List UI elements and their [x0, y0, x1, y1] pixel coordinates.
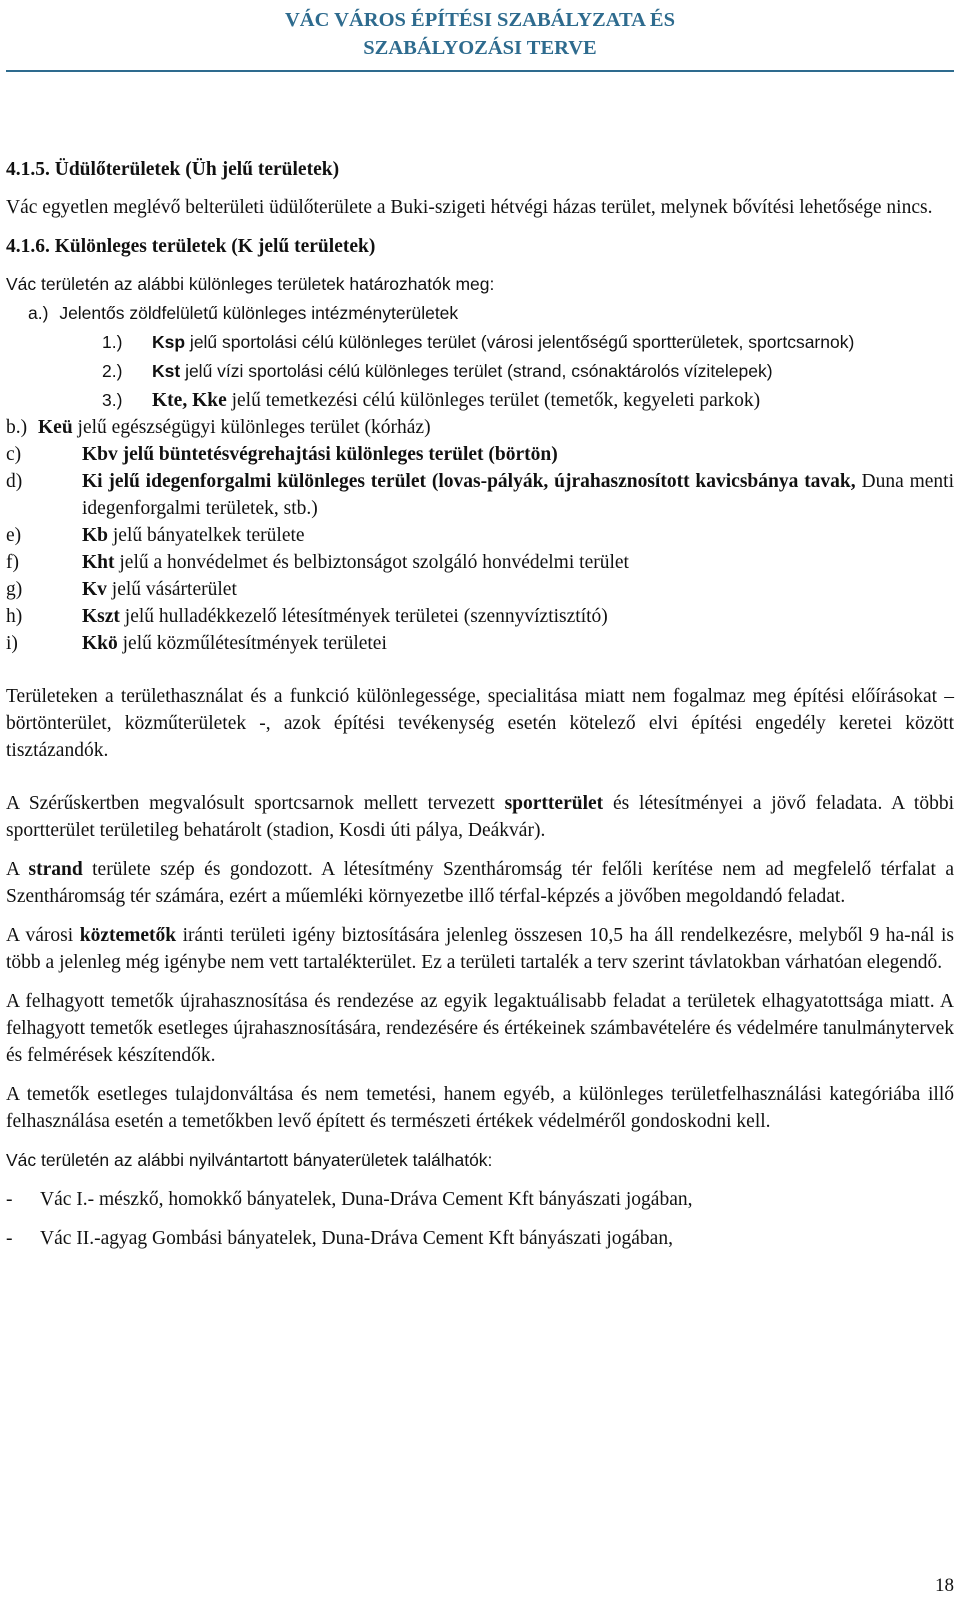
list-item-a [6, 300, 954, 327]
list-label: g) [6, 579, 23, 600]
paragraph-text: A Szérűskertben megvalósult sportcsarnok mellett tervezett [6, 793, 505, 814]
list-text-bold: Ki jelű idegenforgalmi különleges terület (lovas-pályák, újrahasznosított kavicsbánya tavak, [82, 471, 856, 492]
list-label: i) [6, 633, 18, 654]
paragraph-emphasis: köztemetők [79, 925, 177, 946]
paragraph-cemetery-ownership: A temetők esetleges tulajdonváltása és nem temetési, hanem egyéb, a különleges területfelhasználási kategóriába illő felhasználása esetén a temetőkben levő épített és természeti értékek védelméről gondoskodni kell. [6, 1084, 954, 1132]
paragraph-emphasis: sportterület [504, 793, 604, 814]
zone-code: Kb [82, 525, 109, 546]
list-item-c [6, 441, 954, 468]
zone-code: Kte, Kke [152, 390, 227, 411]
list-text: Jelentős zöldfelületű különleges intézményterületek [59, 303, 459, 323]
sub-number: 1.) [102, 332, 123, 352]
list-text: jelű egészségügyi különleges terület (kórház) [72, 417, 431, 438]
bullet-dash: - [6, 1189, 13, 1210]
section-heading-415: 4.1.5. Üdülőterületek (Üh jelű területek) [6, 159, 340, 180]
paragraph-cemeteries [6, 922, 954, 976]
zone-code: Kv [82, 579, 107, 600]
list-text: jelű hulladékkezelő létesítmények területei (szennyvíztisztító) [119, 606, 608, 627]
zone-code: Kht [82, 552, 115, 573]
paragraph-restrictions: Területeken a területhasználat és a funkció különlegessége, specialitása miatt nem fogalmaz meg építési előírásokat – börtönterület, közműterületek -, azok építési tevékenység esetén kötelező elvi építési engedély keretei között tisztázandók. [6, 686, 954, 761]
list-label: e) [6, 525, 22, 546]
page-content [6, 156, 954, 1264]
quarry-text: Vác II.-agyag Gombási bányatelek, Duna-Dráva Cement Kft bányászati jogában, [40, 1228, 673, 1249]
header-divider [6, 70, 954, 72]
sub-text: jelű temetkezési célú különleges terület (temetők, kegyeleti parkok) [226, 390, 761, 411]
list-item-d [6, 468, 954, 522]
header-title-line-2: SZABÁLYOZÁSI TERVE [363, 37, 597, 59]
list-label: f) [6, 552, 19, 573]
list-item-i [6, 630, 954, 657]
list-text: jelű bányatelkek területe [108, 525, 305, 546]
paragraph-text: iránti területi igény biztosítására jelenleg összesen 10,5 ha áll rendelkezésre, melyből 9 ha-nál is több a jelenleg még igénybe nem vett tartalékterület. Ez a területi tartalék a terv szerint távlatokban várhatóan elegendő. [6, 925, 954, 973]
sub-item-2 [6, 358, 954, 385]
list-item-b [6, 414, 954, 441]
sub-number: 3.) [102, 390, 123, 410]
sub-item-3 [6, 387, 954, 414]
list-item-h [6, 603, 954, 630]
sub-number: 2.) [102, 361, 123, 381]
list-item-e [6, 522, 954, 549]
paragraph-quarries-intro: Vác területén az alábbi nyilvántartott bányaterületek találhatók: [6, 1150, 493, 1170]
quarry-item-1 [6, 1186, 954, 1213]
paragraph-abandoned-cemeteries: A felhagyott temetők újrahasznosítása és rendezése az egyik legaktuálisabb feladat a területek elhagyatottsága miatt. A felhagyott temetők esetleges újrahasznosítására, rendezésére és értékeinek számbavételére és védelmére tanulmánytervek és felmérések készítendők. [6, 991, 954, 1066]
list-text: Kbv jelű büntetésvégrehajtási különleges terület (börtön) [82, 444, 558, 465]
list-label: c) [6, 444, 22, 465]
paragraph-strand [6, 856, 954, 910]
list-item-g [6, 576, 954, 603]
zone-code: Ksp [152, 332, 186, 352]
list-text: jelű vásárterület [106, 579, 237, 600]
section-415-body: Vác egyetlen meglévő belterületi üdülőterülete a Buki-szigeti hétvégi házas terület, melynek bővítési lehetősége nincs. [6, 197, 933, 218]
section-416-intro: Vác területén az alábbi különleges területek határozhatók meg: [6, 274, 495, 294]
list-label: b.) [6, 417, 28, 438]
header-title-line-1: VÁC VÁROS ÉPÍTÉSI SZABÁLYZATA ÉS [284, 9, 675, 31]
list-text: Duna menti idegenforgalmi területek, stb.) [82, 471, 954, 519]
list-label: a.) [28, 303, 49, 323]
paragraph-text: területe szép és gondozott. A létesítmény Szentháromság tér felőli kerítése nem ad megfelelő térfalat a Szentháromság tér számára, ezért a műemléki környezetbe illő térfal-képzés a jövőben megoldandó feladat. [6, 859, 955, 907]
list-label: h) [6, 606, 23, 627]
sub-text: jelű sportolási célú különleges terület (városi jelentőségű sportterületek, sportcsarnok) [185, 332, 855, 352]
sub-text: jelű vízi sportolási célú különleges terület (strand, csónaktárolós vízitelepek) [180, 361, 773, 381]
zone-code: Keü [38, 417, 73, 438]
sub-item-1 [6, 329, 954, 356]
zone-code: Kszt [82, 606, 120, 627]
paragraph-text: A városi [6, 925, 80, 946]
paragraph-text: A [6, 859, 29, 880]
bullet-dash: - [6, 1228, 13, 1249]
section-heading-416: 4.1.6. Különleges területek (K jelű területek) [6, 236, 376, 257]
quarry-text: Vác I.- mészkő, homokkő bányatelek, Duna-Dráva Cement Kft bányászati jogában, [40, 1189, 693, 1210]
list-item-f [6, 549, 954, 576]
zone-code: Kkö [82, 633, 118, 654]
paragraph-emphasis: strand [28, 859, 83, 880]
paragraph-text: és létesítményei a jövő feladata. A többi sportterület területileg behatárolt (stadion, Kosdi úti pálya, Deákvár). [6, 793, 954, 841]
spacer [6, 657, 954, 683]
document-header [0, 6, 960, 62]
paragraph-sports [6, 790, 954, 844]
list-label: d) [6, 471, 23, 492]
list-text: jelű közműlétesítmények területei [117, 633, 387, 654]
zone-code: Kst [152, 361, 181, 381]
page-number: 18 [935, 1575, 954, 1596]
list-text: jelű a honvédelmet és belbiztonságot szolgáló honvédelmi terület [114, 552, 629, 573]
quarry-item-2 [6, 1225, 954, 1252]
